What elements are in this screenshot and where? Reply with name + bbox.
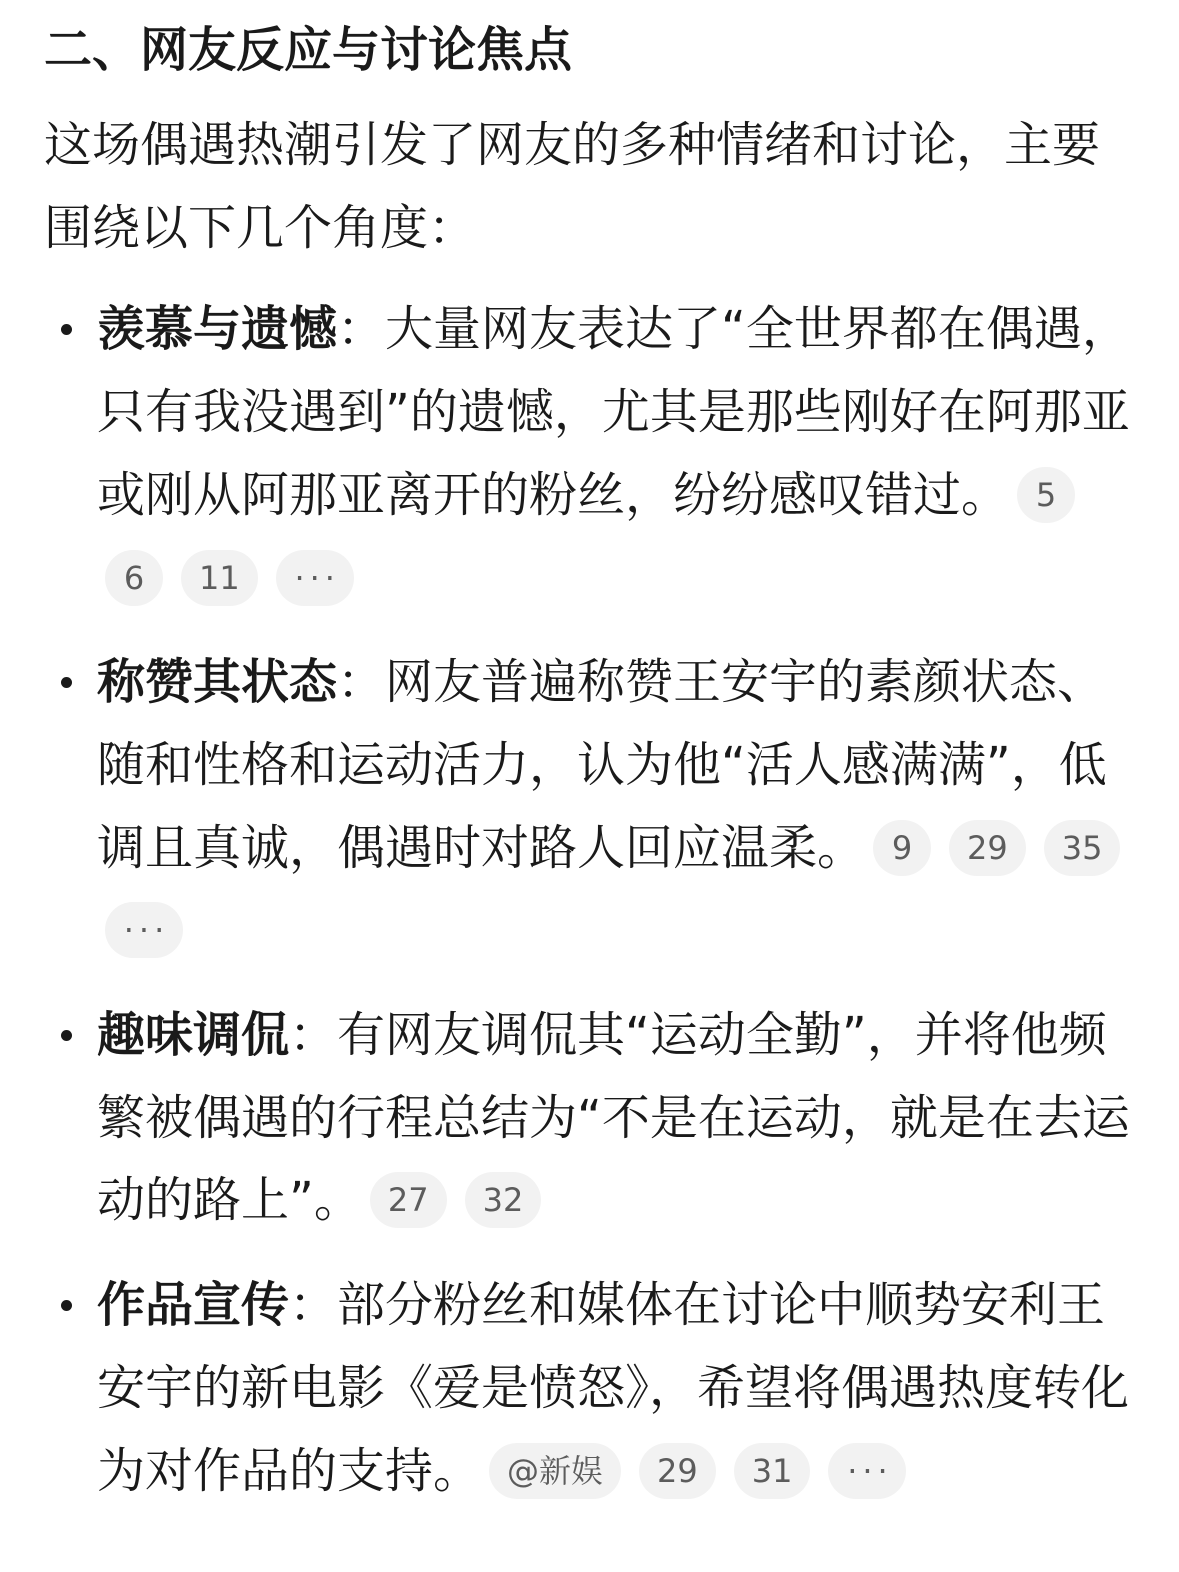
citation-chip[interactable]: 27 <box>370 1172 447 1228</box>
citation-chip[interactable]: 29 <box>639 1443 716 1499</box>
source-chip[interactable]: @新娱 <box>489 1443 621 1499</box>
item-text: ：网友普遍称赞王安宇的素颜状态、随和性格和运动活力，认为他“活人感满满”，低调且真诚，偶遇时对路人回应温柔。 <box>97 654 1107 876</box>
more-citations-button[interactable]: ··· <box>105 902 183 958</box>
bullet-dot <box>61 1300 72 1311</box>
citation-chip[interactable]: 35 <box>1044 820 1121 876</box>
citation-chip[interactable]: 6 <box>105 550 163 606</box>
intro-paragraph: 这场偶遇热潮引发了网友的多种情绪和讨论，主要围绕以下几个角度： <box>44 117 1101 256</box>
citation-chip[interactable]: 9 <box>873 820 931 876</box>
reaction-item-praise-state <box>44 641 1139 972</box>
item-text: ：部分粉丝和媒体在讨论中顺势安利王安宇的新电影《爱是愤怒》，希望将偶遇热度转化为对作品的支持。 <box>97 1277 1130 1499</box>
citation-chip[interactable]: 11 <box>181 550 258 606</box>
item-label: 羡慕与遗憾 <box>97 301 338 358</box>
reaction-item-promotion <box>44 1264 1139 1512</box>
more-citations-button[interactable]: ··· <box>828 1443 906 1499</box>
citation-chip[interactable]: 29 <box>949 820 1026 876</box>
item-label: 称赞其状态 <box>97 654 338 711</box>
reaction-item-teasing <box>44 994 1139 1242</box>
citation-chip[interactable]: 5 <box>1017 467 1075 523</box>
bullet-dot <box>61 324 72 335</box>
section-heading: 二、网友反应与讨论焦点 <box>44 22 573 78</box>
item-label: 趣味调侃 <box>97 1007 290 1064</box>
citation-chip[interactable]: 32 <box>465 1172 542 1228</box>
bullet-dot <box>61 1030 72 1041</box>
citation-chip[interactable]: 31 <box>734 1443 811 1499</box>
item-text: ：有网友调侃其“运动全勤”，并将他频繁被偶遇的行程总结为“不是在运动，就是在去运动的路上”。 <box>97 1007 1130 1229</box>
more-citations-button[interactable]: ··· <box>276 550 354 606</box>
item-text: ：大量网友表达了“全世界都在偶遇，只有我没遇到”的遗憾，尤其是那些刚好在阿那亚或刚从阿那亚离开的粉丝，纷纷感叹错过。 <box>97 301 1130 523</box>
reaction-item-envy-regret <box>44 288 1139 619</box>
bullet-dot <box>61 677 72 688</box>
item-label: 作品宣传 <box>97 1277 290 1334</box>
reaction-list <box>44 288 1139 1512</box>
